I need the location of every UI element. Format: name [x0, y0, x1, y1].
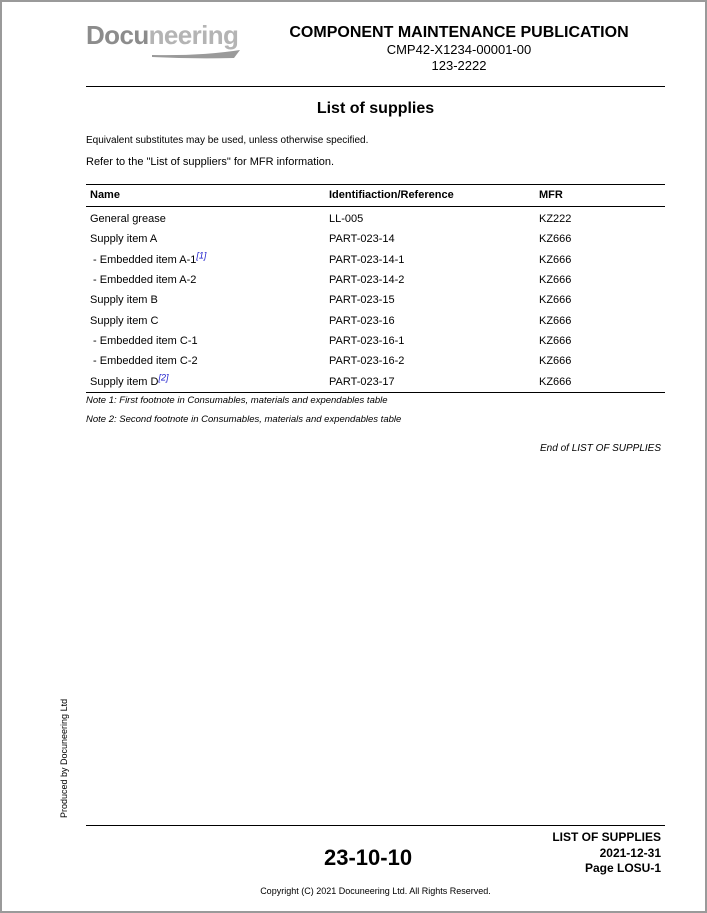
cell-ref: LL-005 — [329, 213, 364, 226]
table-row — [86, 250, 665, 270]
footnote-1: Note 1: First footnote in Consumables, materials and expendables table — [86, 395, 388, 406]
row-name: Supply item B — [90, 294, 158, 307]
header-divider — [86, 86, 665, 87]
producer-side-text: Produced by Docuneering Ltd — [59, 698, 69, 818]
cell-name — [86, 250, 325, 270]
publication-header — [279, 23, 639, 73]
supplies-table — [86, 184, 665, 393]
footer-info — [552, 830, 661, 877]
table-row — [86, 290, 665, 310]
header-mfr: MFR — [535, 185, 665, 207]
table-row — [86, 331, 665, 351]
cell-ref: PART-023-16-2 — [329, 355, 405, 368]
table-header-row — [86, 185, 665, 207]
cell-name — [86, 290, 325, 310]
cell-mfr: KZ666 — [539, 314, 572, 327]
footnote-2: Note 2: Second footnote in Consumables, materials and expendables table — [86, 414, 402, 425]
row-name: Supply item A — [90, 233, 158, 246]
header-name: Name — [86, 185, 325, 207]
footer-section: LIST OF SUPPLIES — [552, 830, 661, 844]
cell-ref: PART-023-17 — [325, 371, 535, 392]
intro-line-1: Equivalent substitutes may be used, unless otherwise specified. — [86, 135, 369, 146]
table-row — [86, 270, 665, 290]
publication-code: CMP42-X1234-00001-00 — [386, 42, 532, 57]
cell-mfr: KZ666 — [539, 355, 572, 368]
cell-mfr: KZ666 — [539, 233, 572, 246]
table-row — [86, 207, 665, 230]
cell-ref: PART-023-15 — [329, 294, 395, 307]
logo-part2: neering — [148, 20, 239, 50]
cell-mfr: KZ666 — [535, 371, 665, 392]
cell-mfr: KZ666 — [539, 253, 572, 266]
logo-part1: Docu — [86, 20, 149, 50]
table-row — [86, 371, 665, 392]
document-number: 23-10-10 — [324, 845, 413, 870]
cell-name — [86, 331, 325, 351]
cell-name — [86, 229, 325, 249]
cell-name — [86, 351, 325, 371]
table-row — [86, 229, 665, 249]
cell-mfr: KZ666 — [539, 274, 572, 287]
logo-wordmark — [86, 20, 238, 51]
cell-ref: PART-023-14-2 — [329, 274, 405, 287]
row-name: - Embedded item C-2 — [90, 355, 198, 368]
row-name: General grease — [90, 213, 166, 226]
cell-ref: PART-023-16 — [329, 314, 395, 327]
row-name: - Embedded item C-1 — [90, 334, 198, 347]
footer-page: Page LOSU-1 — [584, 861, 661, 875]
intro-line-2: Refer to the "List of suppliers" for MFR information. — [86, 156, 335, 168]
row-name: Supply item C — [90, 314, 159, 327]
footnote-link-1[interactable]: [1] — [196, 250, 207, 261]
footnote-link-2[interactable]: [2] — [158, 371, 169, 382]
cell-name — [86, 371, 325, 392]
copyright-text: Copyright (C) 2021 Docuneering Ltd. All Rights Reserved. — [260, 886, 491, 896]
cell-mfr: KZ222 — [539, 213, 572, 226]
row-name: - Embedded item A-2 — [90, 274, 197, 287]
table-row — [86, 351, 665, 371]
header-reference: Identifiaction/Reference — [325, 185, 535, 207]
table-row — [86, 310, 665, 330]
publication-number: 123-2222 — [431, 58, 487, 73]
cell-ref: PART-023-16-1 — [329, 334, 405, 347]
section-title: List of supplies — [316, 100, 435, 117]
footer-date: 2021-12-31 — [599, 845, 661, 860]
cell-name — [86, 270, 325, 290]
end-of-section: End of LIST OF SUPPLIES — [540, 443, 661, 454]
cell-name — [86, 207, 325, 230]
footer-divider — [86, 825, 665, 826]
cell-mfr: KZ666 — [539, 334, 572, 347]
row-name: - Embedded item A-1 — [90, 253, 197, 266]
cell-ref: PART-023-14 — [329, 233, 395, 246]
cell-mfr: KZ666 — [539, 294, 572, 307]
row-name: Supply item D — [90, 375, 159, 388]
logo-swoosh-icon — [92, 48, 244, 60]
cell-name — [86, 310, 325, 330]
publication-title: COMPONENT MAINTENANCE PUBLICATION — [289, 24, 629, 41]
cell-ref: PART-023-14-1 — [329, 253, 405, 266]
docuneering-logo — [86, 20, 246, 62]
